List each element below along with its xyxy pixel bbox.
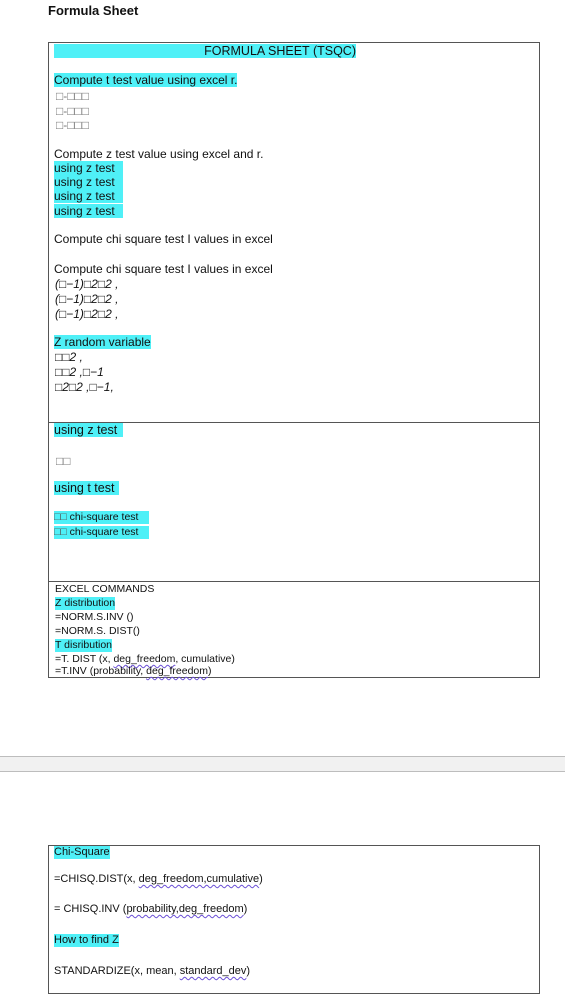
t-inv-prefix: =T.INV (probability, xyxy=(55,665,147,677)
t-dist-arg: deg_freedom xyxy=(113,653,176,665)
t-line-2: □-□□□ xyxy=(56,104,89,118)
t-distribution-label: T disribution xyxy=(55,639,113,651)
z-test-line-2: using z test xyxy=(54,175,123,189)
standardize-suffix: ) xyxy=(246,965,251,977)
chi-line-2: (□−1)□2□2 , xyxy=(55,292,119,306)
chi-line-1: (□−1)□2□2 , xyxy=(55,277,119,291)
chi-square-heading-1: Compute chi square test I values in excel xyxy=(54,232,273,246)
standardize-arg: standard_dev xyxy=(179,965,247,977)
t-test-label: using t test xyxy=(54,481,119,495)
chi-row-1-boxes: □□ xyxy=(54,511,67,523)
excel-commands-heading: EXCEL COMMANDS xyxy=(55,583,155,595)
chi-square-row-2 xyxy=(54,526,149,539)
zr-line-2: □□2 ,□−1 xyxy=(55,365,104,379)
standardize-prefix: STANDARDIZE(x, mean, xyxy=(54,965,180,977)
formula-sheet-header: FORMULA SHEET (TSQC) xyxy=(54,44,356,58)
z-test-line-4: using z test xyxy=(54,204,123,218)
zr-line-3: □2□2 ,□−1, xyxy=(55,380,114,394)
chisq-inv-arg: probability,deg_freedom xyxy=(126,903,244,915)
chisq-dist-formula xyxy=(54,873,263,886)
t-inv-formula xyxy=(55,665,212,678)
t-line-3: □-□□□ xyxy=(56,118,89,132)
z-random-variable-heading: Z random variable xyxy=(54,335,151,349)
z-test-line-3: using z test xyxy=(54,189,123,203)
zr-line-1: □□2 , xyxy=(55,350,83,364)
chi-row-1-label: chi-square test xyxy=(69,511,139,523)
t-test-heading: Compute t test value using excel r. xyxy=(54,73,238,87)
norm-s-dist-formula: =NORM.S. DIST() xyxy=(55,625,140,637)
t-dist-prefix: =T. DIST (x, xyxy=(55,653,114,665)
chi-line-3: (□−1)□2□2 , xyxy=(55,307,119,321)
chi-row-2-label: chi-square test xyxy=(69,526,139,538)
z-distribution-label: Z distribution xyxy=(55,597,116,609)
chisq-inv-formula xyxy=(54,903,247,916)
chi-square-heading-2: Compute chi square test I values in excel xyxy=(54,262,273,276)
norm-s-inv-formula: =NORM.S.INV () xyxy=(55,611,134,623)
chi-row-2-boxes: □□ xyxy=(54,526,67,538)
page-title: Formula Sheet xyxy=(48,3,139,18)
chisq-dist-prefix: =CHISQ.DIST(x, xyxy=(54,873,139,885)
placeholder-boxes: □□ xyxy=(56,454,71,468)
chisq-dist-arg: deg_freedom,cumulative xyxy=(138,873,260,885)
z-test-line-1: using z test xyxy=(54,161,123,175)
z-test-heading: Compute z test value using excel and r. xyxy=(54,147,264,161)
t-inv-arg: deg_freedom xyxy=(146,665,209,677)
standardize-formula xyxy=(54,965,250,978)
chisq-inv-suffix: ) xyxy=(243,903,248,915)
page-gap xyxy=(0,756,565,772)
t-inv-suffix: ) xyxy=(208,665,212,677)
test-labels-box xyxy=(48,422,540,582)
t-line-1: □-□□□ xyxy=(56,89,89,103)
t-dist-suffix: , cumulative) xyxy=(175,653,235,665)
z-test-label: using z test xyxy=(54,423,123,437)
chisq-inv-prefix: = CHISQ.INV ( xyxy=(54,903,127,915)
chi-square-row-1 xyxy=(54,511,149,524)
how-to-find-z-label: How to find Z xyxy=(54,934,119,946)
chi-square-label: Chi-Square xyxy=(54,846,110,858)
chisq-dist-suffix: ) xyxy=(259,873,263,885)
